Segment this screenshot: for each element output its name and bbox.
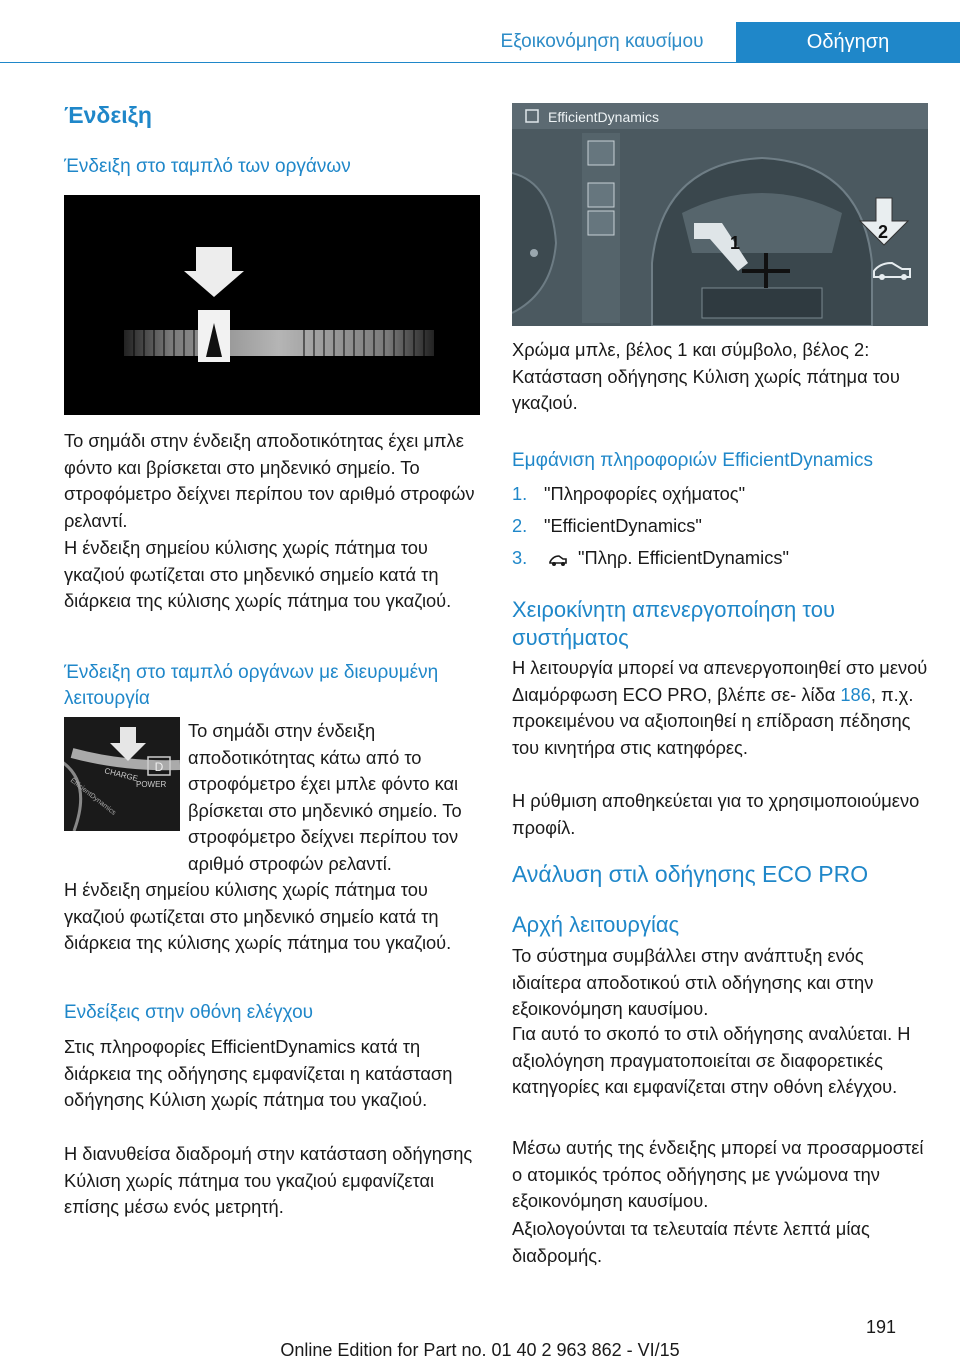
subheading-control-display: Ενδείξεις στην οθόνη ελέγχου xyxy=(64,1002,314,1023)
paragraph-extended-coasting: Η ένδειξη σημείου κύλισης χωρίς πάτημα του γκαζιού φωτίζεται στο μηδενικό σημείο κατά τη διάρκεια της κύλισης χωρίς πάτημα του γκαζιού. xyxy=(64,879,452,953)
gear-d-label: D xyxy=(154,760,164,774)
coasting-car-icon xyxy=(548,549,568,567)
section-tab: Οδήγηση xyxy=(736,22,960,62)
manual-text-b2: , π.χ. προκειμένου να αξιοποιηθεί η επίδραση πέδησης του κινητήρα στις κατηφόρες. xyxy=(512,683,914,758)
subheading-show-info: Εμφάνιση πληροφοριών EfficientDynamics xyxy=(512,450,873,471)
manual-text-b1: λίδα xyxy=(801,683,841,705)
charge-label: CHARGE xyxy=(103,766,139,784)
step-number: 2. xyxy=(512,515,528,536)
callout-2: 2 xyxy=(878,222,889,242)
page-number: 191 xyxy=(866,1317,897,1337)
edition-line: Online Edition for Part no. 01 40 2 963 862 - VI/15 xyxy=(280,1340,680,1360)
section-heading: Ένδειξη xyxy=(64,102,152,128)
paragraph-distance-counter: Η διανυθείσα διαδρομή στην κατάσταση οδήγησης Κύλιση χωρίς πάτημα του γκαζιού εμφανίζεται επίσης μέσω ενός μετρητή. xyxy=(64,1143,473,1217)
efficiency-display-graphic xyxy=(64,195,480,415)
page-link-186[interactable]: 186 xyxy=(840,683,871,705)
chapter-tab: Εξοικονόμηση καυσίμου xyxy=(468,22,736,62)
paragraph-eco-1: Το σύστημα συμβάλλει στην ανάπτυξη ενός ιδιαίτερα αποδοτικού στιλ οδήγησης και στην εξοικονόμηση καυσίμου. xyxy=(512,945,874,1019)
efficient-dynamics-screen-graphic xyxy=(512,103,928,326)
paragraph-extended-marker xyxy=(188,718,482,877)
efficiency-display-image xyxy=(64,195,480,415)
step-text: "Πληρ. EfficientDynamics" xyxy=(578,547,789,568)
page-header xyxy=(0,0,960,62)
paragraph-extended-marker-text: Το σημάδι στην ένδειξη αποδοτικότητας κάτω από το στροφόμετρο έχει μπλε φόντο και βρίσκεται στο μηδενικό σημείο. Το στροφόμετρο δείχνει περίπου τον αριθμό στροφών ρελαντί. xyxy=(188,720,462,874)
step-number: 1. xyxy=(512,483,528,504)
paragraph-eco-4: Αξιολογούνται τα τελευταία πέντε λεπτά μίας διαδρομής. xyxy=(512,1218,870,1266)
extended-gauge-image xyxy=(64,717,180,831)
paragraph-eco-2: Για αυτό το σκοπό το στιλ οδήγησης αναλύεται. Η αξιολόγηση πραγματοποιείται σε διαφορετικές κατηγορίες και εμφανίζεται στην οθόνη ελέγχου. xyxy=(512,1023,911,1097)
extended-gauge-graphic xyxy=(64,717,180,831)
paragraph-manual-deactivation xyxy=(512,655,930,761)
image-caption: Χρώμα μπλε, βέλος 1 και σύμβολο, βέλος 2: Κατάσταση οδήγησης Κύλιση χωρίς πάτημα του γκαζιού. xyxy=(512,339,900,413)
subheading-manual-deactivation: Χειροκίνητη απενεργοποίηση του συστήματος xyxy=(512,597,836,650)
step-number: 3. xyxy=(512,547,528,568)
paragraph-profile-setting: Η ρύθμιση αποθηκεύεται για το χρησιμοποιούμενο προφίλ. xyxy=(512,790,920,838)
efficient-dynamics-label: EfficientDynamics xyxy=(68,777,117,817)
step-text: "Πληροφορίες οχήματος" xyxy=(544,483,746,504)
efficient-dynamics-screen-image xyxy=(512,103,928,326)
step-text: "EfficientDynamics" xyxy=(544,515,702,536)
paragraph-display-info: Στις πληροφορίες EfficientDynamics κατά τη διάρκεια της οδήγησης εμφανίζεται η κατάσταση οδήγησης Κύλιση χωρίς πάτημα του γκαζιού. xyxy=(64,1036,453,1110)
header-rule xyxy=(0,62,960,63)
power-label: POWER xyxy=(136,780,167,789)
subheading-extended-cluster: Ένδειξη στο ταμπλό οργάνων με διευρυμένη λειτουργία xyxy=(64,662,439,709)
callout-1: 1 xyxy=(730,233,741,253)
paragraph-coasting-indicator: Η ένδειξη σημείου κύλισης χωρίς πάτημα του γκαζιού φωτίζεται στο μηδενικό σημείο κατά τη διάρκεια της κύλισης χωρίς πάτημα του γκαζιού. xyxy=(64,537,452,611)
paragraph-marker-description: Το σημάδι στην ένδειξη αποδοτικότητας έχει μπλε φόντο και βρίσκεται στο μηδενικό σημείο. Το στροφόμετρο δείχνει περίπου τον αριθμό στροφών ρελαντί. xyxy=(64,430,475,531)
screen-title: EfficientDynamics xyxy=(548,109,660,125)
paragraph-eco-3: Μέσω αυτής της ένδειξης μπορεί να προσαρμοστεί ο ατομικός τρόπος οδήγησης με γνώμονα την εξοικονόμηση καυσίμου. xyxy=(512,1137,924,1211)
subheading-instrument-cluster: Ένδειξη στο ταμπλό των οργάνων xyxy=(64,156,351,177)
manual-text-a: Η λειτουργία μπορεί να απενεργοποιηθεί στο μενού Διαμόρφωση ECO PRO, βλέπε σε- xyxy=(512,657,928,705)
heading-eco-pro-analysis: Ανάλυση στιλ οδήγησης ECO PRO xyxy=(512,861,869,887)
subheading-principle: Αρχή λειτουργίας xyxy=(512,912,680,937)
